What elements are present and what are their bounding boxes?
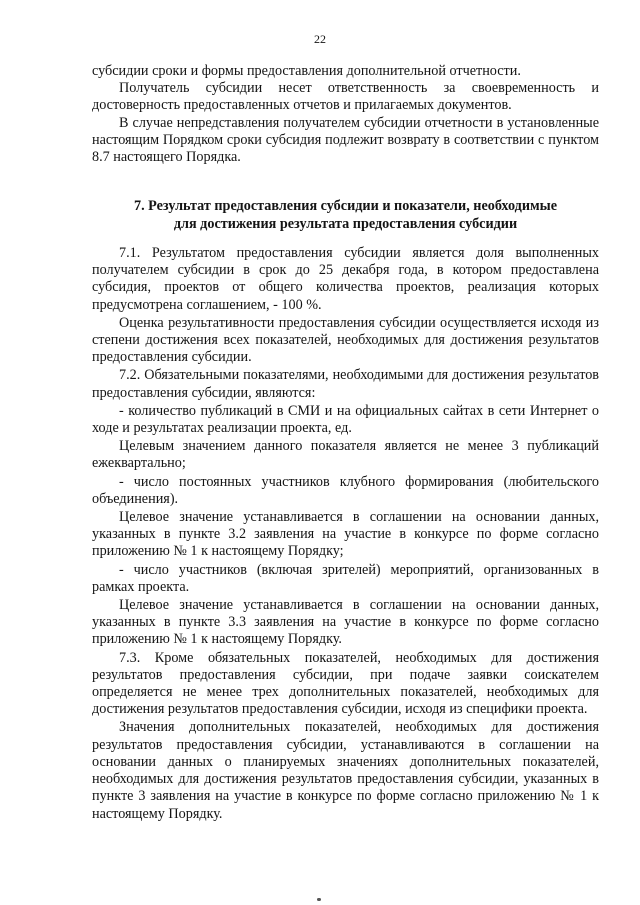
target-event-participants: Целевое значение устанавливается в соглашении на основании данных, указанных в пункте 3.3 заявления на участие в конкурсе по форме согласно приложению № 1 к настоящему Порядку. <box>92 597 599 648</box>
paragraph-7-2: 7.2. Обязательными показателями, необходимыми для достижения результатов предоставления субсидии, являются: <box>92 367 599 401</box>
target-club-members: Целевое значение устанавливается в соглашении на основании данных, указанных в пункте 3.2 заявления на участие в конкурсе по форме согласно приложению № 1 к настоящему Порядку; <box>92 509 599 560</box>
target-publications: Целевым значением данного показателя является не менее 3 публикаций ежеквартально; <box>92 438 599 472</box>
indicator-publications: - количество публикаций в СМИ и на официальных сайтах в сети Интернет о ходе и результатах реализации проекта, ед. <box>92 402 599 437</box>
page-number: 22 <box>314 32 326 46</box>
section-heading-line-2: для достижения результата предоставления субсидии <box>173 216 518 232</box>
paragraph-non-submission: В случае непредставления получателем субсидии отчетности в установленные настоящим Порядком сроки субсидия подлежит возврату в соответствии с пунктом 8.7 настоящего Порядка. <box>92 114 599 166</box>
section-heading <box>92 197 599 233</box>
section-text-block <box>92 245 599 823</box>
paragraph-7-1: 7.1. Результатом предоставления субсидии является доля выполненных получателем субсидии в срок до 25 декабря года, в котором предоставлена субсидия, проектов от общего количества проектов, реализация которых предусмотрена соглашением, - 100 %. <box>92 245 599 313</box>
paragraph-evaluation: Оценка результативности предоставления субсидии осуществляется исходя из степени достижения всех показателей, необходимых для достижения результатов предоставления субсидии. <box>92 314 599 366</box>
top-text-block <box>92 63 599 166</box>
paragraph-additional-values: Значения дополнительных показателей, необходимых для достижения результатов предоставления субсидии, устанавливаются в соглашении на основании данных о планируемых значениях дополнительных показателей, необходимых для достижения результатов предоставления субсидии, указанных в пункте 3 заявления на участие в конкурсе по форме согласно приложению № 1 к настоящему Порядку. <box>92 719 599 822</box>
paragraph-responsibility: Получатель субсидии несет ответственность за своевременность и достоверность предоставленных отчетов и прилагаемых документов. <box>92 80 599 114</box>
indicator-event-participants: - число участников (включая зрителей) мероприятий, организованных в рамках проекта. <box>92 561 599 595</box>
scan-mark <box>317 898 321 901</box>
paragraph-7-3: 7.3. Кроме обязательных показателей, необходимых для достижения результатов предоставления субсидии, при подаче заявки соискателем определяется не менее трех дополнительных показателей, необходимых для достижения результатов предоставления субсидии, исходя из специфики проекта. <box>92 649 599 718</box>
section-heading-line-1: 7. Результат предоставления субсидии и показатели, необходимые <box>133 198 558 214</box>
indicator-club-members: - число постоянных участников клубного формирования (любительского объединения). <box>92 473 599 507</box>
paragraph-continuation: субсидии сроки и формы предоставления дополнительной отчетности. <box>92 63 521 79</box>
